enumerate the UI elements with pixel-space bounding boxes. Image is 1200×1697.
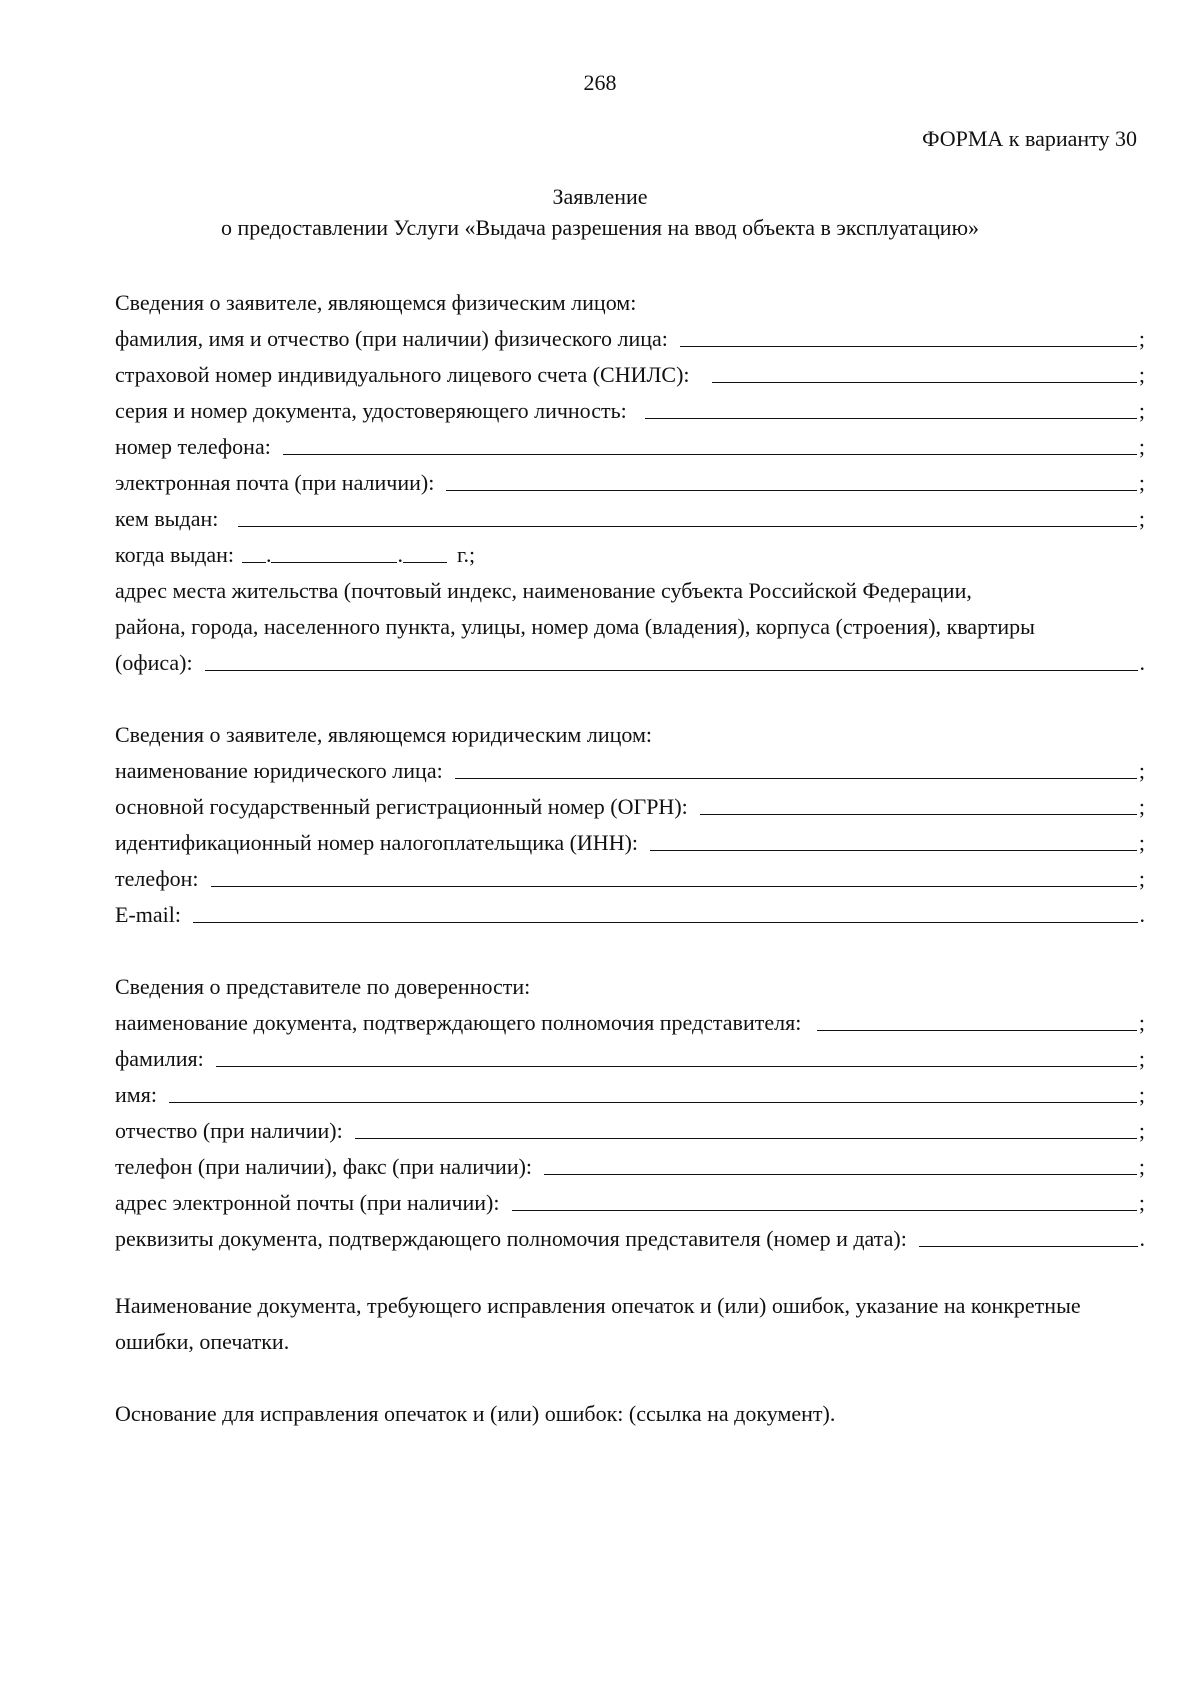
issued-month-field[interactable] — [271, 540, 397, 563]
field-label: идентификационный номер налогоплательщика (ИНН): — [115, 830, 639, 855]
individual-phone-field[interactable] — [283, 453, 1137, 455]
individual-id-document-row — [115, 388, 1145, 424]
field-label: имя: — [115, 1082, 157, 1107]
individual-issued-date-row — [115, 532, 1145, 568]
legal-inn-row — [115, 820, 1145, 856]
legal-section-heading: Сведения о заявителе, являющемся юридическим лицом: — [115, 722, 652, 747]
individual-snils-row — [115, 352, 1145, 388]
field-terminator: ; — [1138, 830, 1145, 855]
date-separator: . — [265, 542, 272, 567]
individual-address-row — [115, 640, 1145, 676]
field-label: номер телефона: — [115, 434, 271, 459]
representative-phone-fax-field[interactable] — [544, 1173, 1137, 1175]
field-terminator: ; — [1138, 866, 1145, 891]
individual-full-name-field[interactable] — [680, 345, 1137, 347]
field-label: E-mail: — [115, 902, 181, 927]
representative-section-heading: Сведения о представителе по доверенности: — [115, 974, 531, 999]
representative-details-field[interactable] — [919, 1245, 1138, 1247]
individual-address-field[interactable] — [205, 669, 1138, 671]
field-label: серия и номер документа, удостоверяющего личность: — [115, 398, 627, 423]
representative-patronymic-row — [115, 1108, 1145, 1144]
year-suffix: г.; — [456, 542, 476, 567]
individual-address-line-1: адрес места жительства (почтовый индекс, наименование субъекта Российской Федерации, — [115, 578, 972, 603]
field-label: фамилия, имя и отчество (при наличии) физического лица: — [115, 326, 668, 351]
field-label: кем выдан: — [115, 506, 219, 531]
field-terminator: ; — [1138, 1010, 1145, 1035]
field-terminator: . — [1139, 1226, 1145, 1251]
issued-day-field[interactable] — [242, 540, 266, 563]
field-label: когда выдан: — [115, 542, 234, 567]
legal-phone-field[interactable] — [211, 885, 1137, 887]
field-label: телефон (при наличии), факс (при наличии): — [115, 1154, 533, 1179]
legal-ogrn-row — [115, 784, 1145, 820]
field-label: наименование документа, подтверждающего полномочия представителя: — [115, 1010, 802, 1035]
field-label: (офиса): — [115, 650, 193, 675]
individual-snils-field[interactable] — [712, 381, 1137, 383]
title-line-2: о предоставлении Услуги «Выдача разрешения на ввод объекта в эксплуатацию» — [220, 215, 980, 240]
field-label: отчество (при наличии): — [115, 1118, 343, 1143]
form-reference: ФОРМА к варианту 30 — [922, 126, 1137, 151]
field-terminator: . — [1139, 902, 1145, 927]
correction-basis-paragraph: Основание для исправления опечаток и (или) ошибок: (ссылка на документ). — [115, 1401, 836, 1426]
field-label: страховой номер индивидуального лицевого счета (СНИЛС): — [115, 362, 690, 387]
field-terminator: ; — [1138, 506, 1145, 531]
field-terminator: ; — [1138, 362, 1145, 387]
individual-phone-row — [115, 424, 1145, 460]
correction-document-paragraph: Наименование документа, требующего исправления опечаток и (или) ошибок, указание на конкретные ошибки, опечатки. — [115, 1293, 1081, 1354]
field-label: адрес электронной почты (при наличии): — [115, 1190, 500, 1215]
field-terminator: ; — [1138, 470, 1145, 495]
representative-surname-field[interactable] — [216, 1065, 1137, 1067]
field-label: электронная почта (при наличии): — [115, 470, 435, 495]
field-terminator: ; — [1138, 326, 1145, 351]
individual-email-field[interactable] — [446, 489, 1137, 491]
field-label: телефон: — [115, 866, 199, 891]
field-label: фамилия: — [115, 1046, 204, 1071]
representative-document-row — [115, 1000, 1145, 1036]
title-line-1: Заявление — [552, 184, 648, 209]
individual-id-document-field[interactable] — [645, 417, 1137, 419]
issued-year-field[interactable] — [403, 540, 447, 563]
field-label: наименование юридического лица: — [115, 758, 443, 783]
field-terminator: ; — [1138, 1082, 1145, 1107]
legal-name-row — [115, 748, 1145, 784]
field-terminator: ; — [1138, 758, 1145, 783]
legal-inn-field[interactable] — [650, 849, 1137, 851]
field-label: основной государственный регистрационный номер (ОГРН): — [115, 794, 688, 819]
representative-name-field[interactable] — [169, 1101, 1137, 1103]
field-terminator: ; — [1138, 794, 1145, 819]
representative-details-row — [115, 1216, 1145, 1252]
field-terminator: ; — [1138, 1190, 1145, 1215]
legal-email-field[interactable] — [193, 921, 1138, 923]
representative-patronymic-field[interactable] — [355, 1137, 1137, 1139]
legal-phone-row — [115, 856, 1145, 892]
field-terminator: . — [1139, 650, 1145, 675]
field-terminator: ; — [1138, 398, 1145, 423]
field-terminator: ; — [1138, 1118, 1145, 1143]
individual-issued-by-row — [115, 496, 1145, 532]
representative-email-field[interactable] — [512, 1209, 1137, 1211]
representative-surname-row — [115, 1036, 1145, 1072]
individual-issued-by-field[interactable] — [238, 525, 1137, 527]
field-terminator: ; — [1138, 434, 1145, 459]
document-title — [0, 181, 1200, 243]
field-label: реквизиты документа, подтверждающего полномочия представителя (номер и дата): — [115, 1226, 907, 1251]
representative-email-row — [115, 1180, 1145, 1216]
representative-document-field[interactable] — [817, 1029, 1137, 1031]
individual-full-name-row — [115, 316, 1145, 352]
date-separator: . — [397, 542, 403, 567]
form-body — [115, 280, 1145, 1432]
individual-section-heading: Сведения о заявителе, являющемся физическим лицом: — [115, 290, 637, 315]
page-number: 268 — [583, 70, 617, 95]
representative-phone-fax-row — [115, 1144, 1145, 1180]
legal-ogrn-field[interactable] — [700, 813, 1137, 815]
representative-name-row — [115, 1072, 1145, 1108]
legal-name-field[interactable] — [455, 777, 1137, 779]
individual-address-line-2: района, города, населенного пункта, улицы, номер дома (владения), корпуса (строения), квартиры — [115, 614, 1035, 639]
field-terminator: ; — [1138, 1154, 1145, 1179]
field-terminator: ; — [1138, 1046, 1145, 1071]
legal-email-row — [115, 892, 1145, 928]
individual-email-row — [115, 460, 1145, 496]
